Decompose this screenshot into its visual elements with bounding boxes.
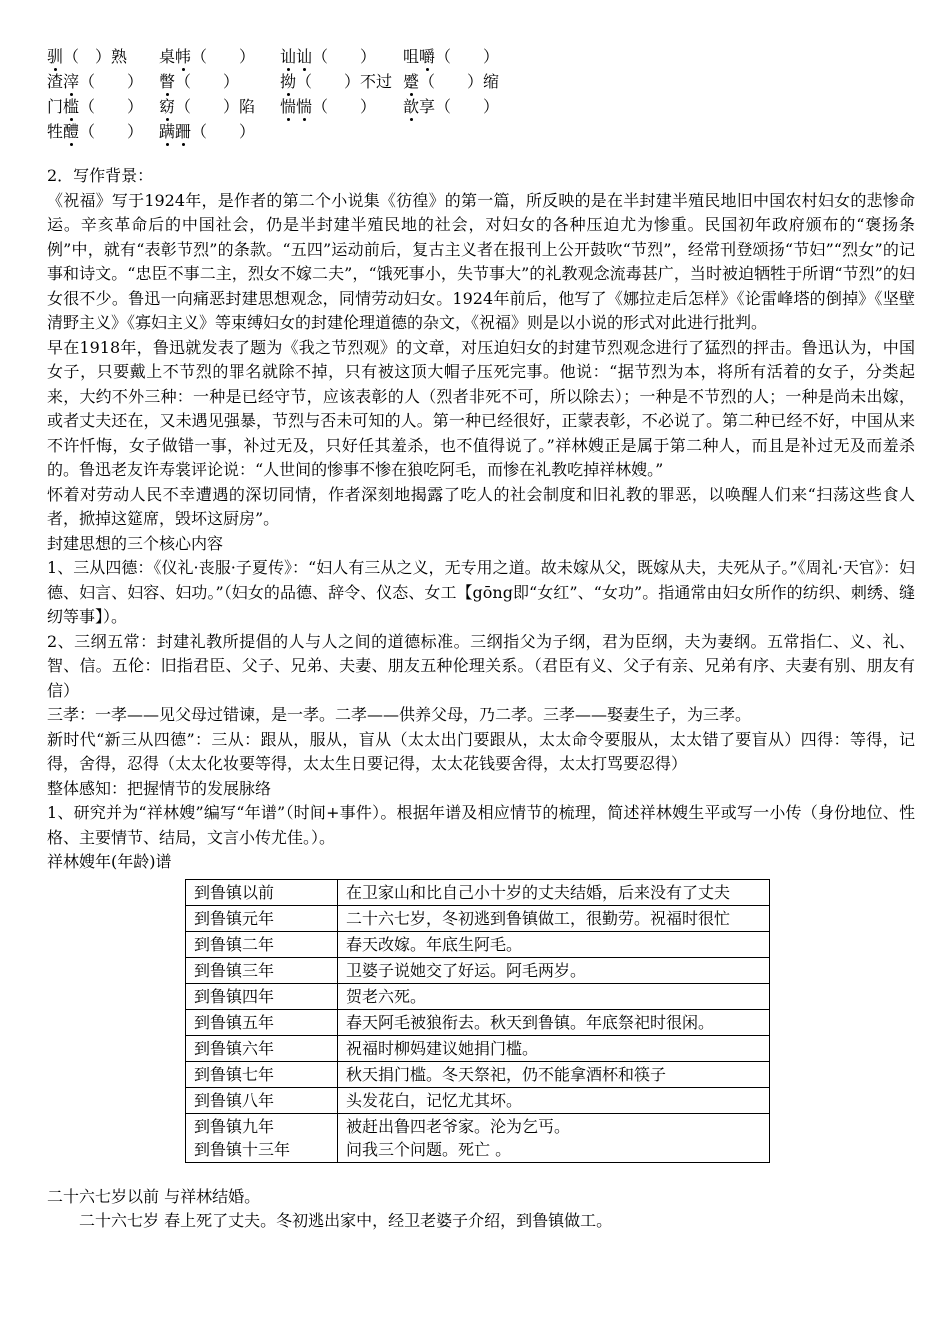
vocab-char: 拗 bbox=[280, 72, 297, 91]
vocab-item bbox=[47, 119, 143, 144]
vocab-char: 门 bbox=[47, 97, 64, 116]
table-row bbox=[186, 1035, 770, 1061]
vocab-blank: （ ） bbox=[175, 72, 240, 91]
timeline-note: 二十六七岁 春上死了丈夫。冬初逃出家中，经卫老婆子介绍，到鲁镇做工。 bbox=[79, 1211, 613, 1230]
year-cell: 到鲁镇八年 bbox=[186, 1087, 338, 1113]
vocab-char: 惴 bbox=[296, 97, 313, 116]
vocab-blank: （ ） bbox=[79, 122, 144, 141]
year-cell: 到鲁镇五年 bbox=[186, 1009, 338, 1035]
event-cell: 春天阿毛被狼衔去。秋天到鲁镇。年底祭祀时很闲。 bbox=[338, 1009, 770, 1035]
vocab-item bbox=[280, 69, 392, 94]
vocab-char: 帏 bbox=[175, 47, 192, 66]
vocab-row bbox=[47, 119, 915, 144]
vocab-char: 驯 bbox=[47, 47, 64, 66]
vocab-item bbox=[159, 94, 255, 119]
vocab-char: 桌 bbox=[159, 47, 176, 66]
vocab-char: 牲 bbox=[47, 122, 64, 141]
vocabulary-exercise bbox=[47, 44, 915, 144]
event-cell: 秋天捐门槛。冬天祭祀，仍不能拿酒杯和筷子 bbox=[338, 1061, 770, 1087]
vocab-blank: （ ） bbox=[435, 97, 500, 116]
vocab-row bbox=[47, 44, 915, 69]
year-cell: 到鲁镇元年 bbox=[186, 905, 338, 931]
paragraph: 2．写作背景： bbox=[47, 166, 154, 185]
paragraph: 1、三从四德：《仪礼·丧服·子夏传》：“妇人有三从之义，无专用之道。故未嫁从父，既嫁从夫，夫死从子。”《周礼·天官》：妇德、妇言、妇容、妇功。”（妇女的品德、辞令、仪态、女工【gōng即“女红”、“女功”。指通常由妇女所作的纺织、刺绣、缝纫等事】）。 bbox=[47, 558, 915, 626]
timeline-note: 二十六七岁以前 与祥林结婚。 bbox=[47, 1186, 261, 1206]
table-row bbox=[186, 1113, 770, 1162]
vocab-char: 咀 bbox=[403, 47, 420, 66]
table-row bbox=[186, 931, 770, 957]
vocab-blank: （ ） bbox=[191, 47, 256, 66]
vocab-row bbox=[47, 69, 915, 94]
year-cell: 到鲁镇二年 bbox=[186, 931, 338, 957]
vocab-item bbox=[403, 69, 499, 94]
timeline-notes bbox=[47, 1185, 915, 1234]
vocab-blank: （ ） bbox=[79, 97, 144, 116]
document-body bbox=[47, 164, 915, 875]
year-cell: 到鲁镇以前 bbox=[186, 879, 338, 905]
table-row bbox=[186, 1009, 770, 1035]
vocab-char: 蹙 bbox=[403, 72, 420, 91]
vocab-item bbox=[159, 119, 255, 144]
table-row bbox=[186, 1087, 770, 1113]
vocab-char: 蹒 bbox=[159, 122, 176, 141]
vocab-item bbox=[280, 94, 376, 119]
paragraph: 整体感知：把握情节的发展脉络 bbox=[47, 778, 272, 798]
vocab-char: 槛 bbox=[63, 97, 80, 116]
vocab-row bbox=[47, 94, 915, 119]
year-cell: 到鲁镇九年 到鲁镇十三年 bbox=[186, 1113, 338, 1162]
vocab-char: 跚 bbox=[175, 122, 192, 141]
vocab-blank: （ ）缩 bbox=[419, 72, 500, 91]
vocab-blank: （ ） bbox=[79, 72, 144, 91]
vocab-char: 歆 bbox=[403, 97, 420, 116]
paragraph: 三孝：一孝——见父母过错谏，是一孝。二孝——供养父母，乃二孝。三孝——娶妻生子，为三孝。 bbox=[47, 705, 752, 724]
event-cell: 在卫家山和比自己小十岁的丈夫结婚，后来没有了丈夫 bbox=[338, 879, 770, 905]
vocab-item bbox=[403, 94, 499, 119]
vocab-item bbox=[159, 69, 239, 94]
vocab-char: 嚼 bbox=[419, 47, 436, 66]
event-cell: 祝福时柳妈建议她捐门槛。 bbox=[338, 1035, 770, 1061]
table-row bbox=[186, 983, 770, 1009]
event-cell: 头发花白，记忆尤其坏。 bbox=[338, 1087, 770, 1113]
paragraph: 封建思想的三个核心内容 bbox=[47, 533, 224, 553]
vocab-char: 惴 bbox=[280, 97, 297, 116]
vocab-char: 渣 bbox=[47, 72, 64, 91]
vocab-char: 讪 bbox=[296, 47, 313, 66]
vocab-char: 瞥 bbox=[159, 72, 176, 91]
year-cell: 到鲁镇三年 bbox=[186, 957, 338, 983]
paragraph: 2、三纲五常：封建礼教所提倡的人与人之间的道德标准。三纲指父为子纲，君为臣纲，夫为妻纲。五常指仁、义、礼、智、信。五伦：旧指君臣、父子、兄弟、夫妻、朋友五种伦理关系。（君臣有义、父子有亲、兄弟有序、夫妻有别、朋友有信） bbox=[47, 631, 915, 700]
paragraph: 祥林嫂年(年龄)谱 bbox=[47, 852, 172, 871]
vocab-blank: （ ）陷 bbox=[175, 97, 256, 116]
event-cell: 春天改嫁。年底生阿毛。 bbox=[338, 931, 770, 957]
year-cell: 到鲁镇六年 bbox=[186, 1035, 338, 1061]
vocab-char: 享 bbox=[419, 97, 436, 116]
paragraph: 怀着对劳动人民不幸遭遇的深切同情，作者深刻地揭露了吃人的社会制度和旧礼教的罪恶，以唤醒人们来“扫荡这些食人者，掀掉这筵席，毁坏这厨房”。 bbox=[47, 484, 915, 528]
paragraph: 《祝福》写于1924年，是作者的第二个小说集《彷徨》的第一篇，所反映的是在半封建半殖民地旧中国农村妇女的悲惨命运。辛亥革命后的中国社会，仍是半封建半殖民地的社会，对妇女的各种压迫尤为惨重。民国初年政府颁布的“褒扬条例”中，就有“表彰节烈”的条款。“五四”运动前后，复古主义者在报刊上公开鼓吹“节烈”，经常刊登颂扬“节妇”“烈女”的记事和诗文。“忠臣不事二主，烈女不嫁二夫”，“饿死事小，失节事大”的礼教观念流毒甚广，当时被迫牺牲于所谓“节烈”的妇女很不少。鲁迅一向痛恶封建思想观念，同情劳动妇女。1924年前后，他写了《娜拉走后怎样》《论雷峰塔的倒掉》《坚壁清野主义》《寡妇主义》等束缚妇女的封建伦理道德的杂文，《祝福》则是以小说的形式对此进行批判。 bbox=[47, 190, 915, 332]
event-cell: 被赶出鲁四老爷家。沦为乞丐。 问我三个问题。死亡 。 bbox=[338, 1113, 770, 1162]
document-page bbox=[47, 44, 915, 1234]
table-row bbox=[186, 879, 770, 905]
year-cell: 到鲁镇四年 bbox=[186, 983, 338, 1009]
vocab-item bbox=[47, 94, 143, 119]
table-row bbox=[186, 1061, 770, 1087]
paragraph: 新时代“新三从四德”：三从：跟从，服从，盲从（太太出门要跟从，太太命令要服从，太太错了要盲从）四得：等得，记得，舍得，忍得（太太化妆要等得，太太生日要记得，太太花钱要舍得，太太打骂要忍得） bbox=[47, 729, 915, 773]
event-cell: 卫婆子说她交了好运。阿毛两岁。 bbox=[338, 957, 770, 983]
vocab-char: 讪 bbox=[280, 47, 297, 66]
event-cell: 贺老六死。 bbox=[338, 983, 770, 1009]
vocab-char: 醴 bbox=[63, 122, 80, 141]
year-cell: 到鲁镇七年 bbox=[186, 1061, 338, 1087]
paragraph: 早在1918年，鲁迅就发表了题为《我之节烈观》的文章，对压迫妇女的封建节烈观念进行了猛烈的抨击。鲁迅认为，中国女子，只要戴上不节烈的罪名就除不掉，只有被这顶大帽子压死完事。他说：“据节烈为本，将所有活着的女子，分类起来，大约不外三种：一种是已经守节，应该表彰的人（烈者非死不可，所以除去）；一种是不节烈的人；一种是尚未出嫁，或者丈夫还在，又未遇见强暴，节烈与否未可知的人。第一种已经很好，正蒙表彰，不必说了。第二种已经不好，中国从来不许忏悔，女子做错一事，补过无及，只好任其羞杀，也不值得说了。”祥林嫂正是属于第二种人，而且是补过无及而羞杀的。鲁迅老友许寿裳评论说：“人世间的惨事不惨在狼吃阿毛，而惨在礼教吃掉祥林嫂。” bbox=[47, 337, 915, 479]
paragraph: 1、研究并为“祥林嫂”编写“年谱”（时间+事件）。根据年谱及相应情节的梳理，简述祥林嫂生平或写一小传（身份地位、性格、主要情节、结局，文言小传尤佳。）。 bbox=[47, 803, 915, 847]
table-row bbox=[186, 905, 770, 931]
vocab-blank: （ ） bbox=[312, 97, 377, 116]
vocab-char: 窈 bbox=[159, 97, 176, 116]
vocab-item bbox=[47, 69, 143, 94]
vocab-blank: （ ） bbox=[191, 122, 256, 141]
table-row bbox=[186, 957, 770, 983]
vocab-blank: （ ）不过 bbox=[296, 72, 393, 91]
vocab-item bbox=[47, 44, 127, 69]
vocab-item bbox=[159, 44, 255, 69]
vocab-char: 滓 bbox=[63, 72, 80, 91]
vocab-item bbox=[403, 44, 499, 69]
vocab-blank: （ ） bbox=[312, 47, 377, 66]
xianglin-timeline-table bbox=[185, 879, 770, 1163]
vocab-blank: （ ） bbox=[435, 47, 500, 66]
vocab-item bbox=[280, 44, 376, 69]
vocab-blank: （ ）熟 bbox=[63, 47, 128, 66]
event-cell: 二十六七岁，冬初逃到鲁镇做工，很勤劳。祝福时很忙 bbox=[338, 905, 770, 931]
